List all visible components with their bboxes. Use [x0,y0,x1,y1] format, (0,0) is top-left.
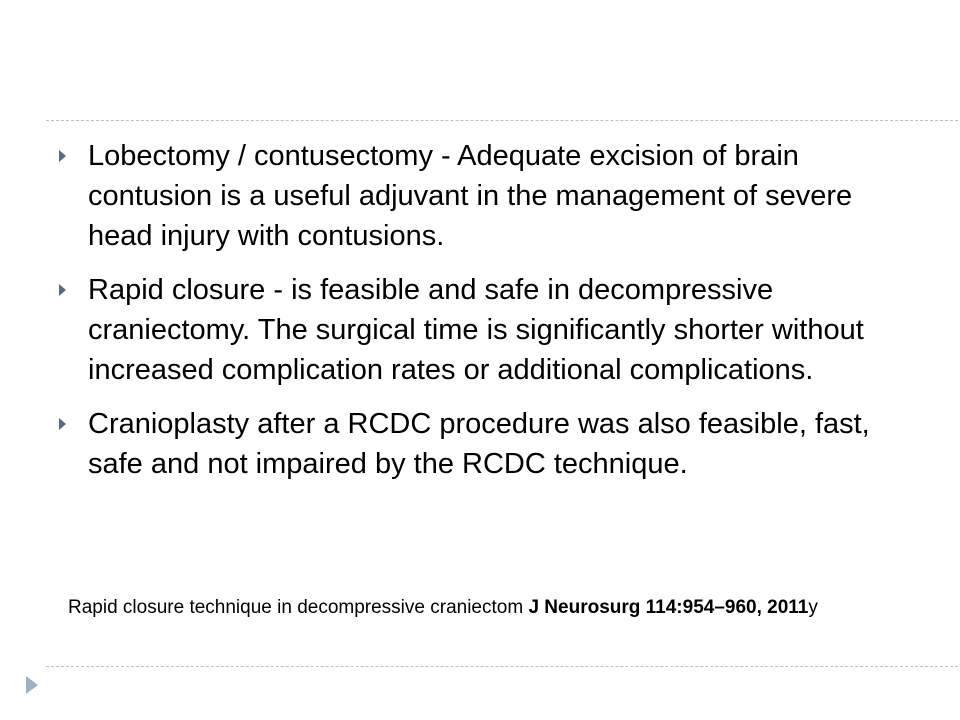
triangle-bullet-icon [59,284,66,296]
triangle-bullet-icon [59,418,66,430]
bottom-divider [46,666,960,667]
bullet-list [56,136,876,498]
citation [68,593,828,622]
bullet-text: Lobectomy / contusectomy - Adequate excision of brain contusion is a useful adjuvant in the management of severe head injury with contusions. [88,140,853,252]
bullet-text: Cranioplasty after a RCDC procedure was also feasible, fast, safe and not impaired by the RCDC technique. [88,408,870,480]
top-divider [46,120,960,121]
bullet-text: Rapid closure - is feasible and safe in decompressive craniectomy. The surgical time is significantly shorter without increased complication rates or additional complications. [88,274,864,386]
bullet-item-rapid-closure [56,270,876,390]
bullet-item-lobectomy [56,136,876,256]
citation-journal: J Neurosurg 114:954–960, 2011 [528,597,809,618]
bullet-item-cranioplasty [56,404,876,484]
next-slide-arrow-icon[interactable] [26,676,38,694]
citation-suffix: y [808,597,818,618]
triangle-bullet-icon [59,150,66,162]
citation-text: Rapid closure technique in decompressive craniectom [68,597,529,618]
